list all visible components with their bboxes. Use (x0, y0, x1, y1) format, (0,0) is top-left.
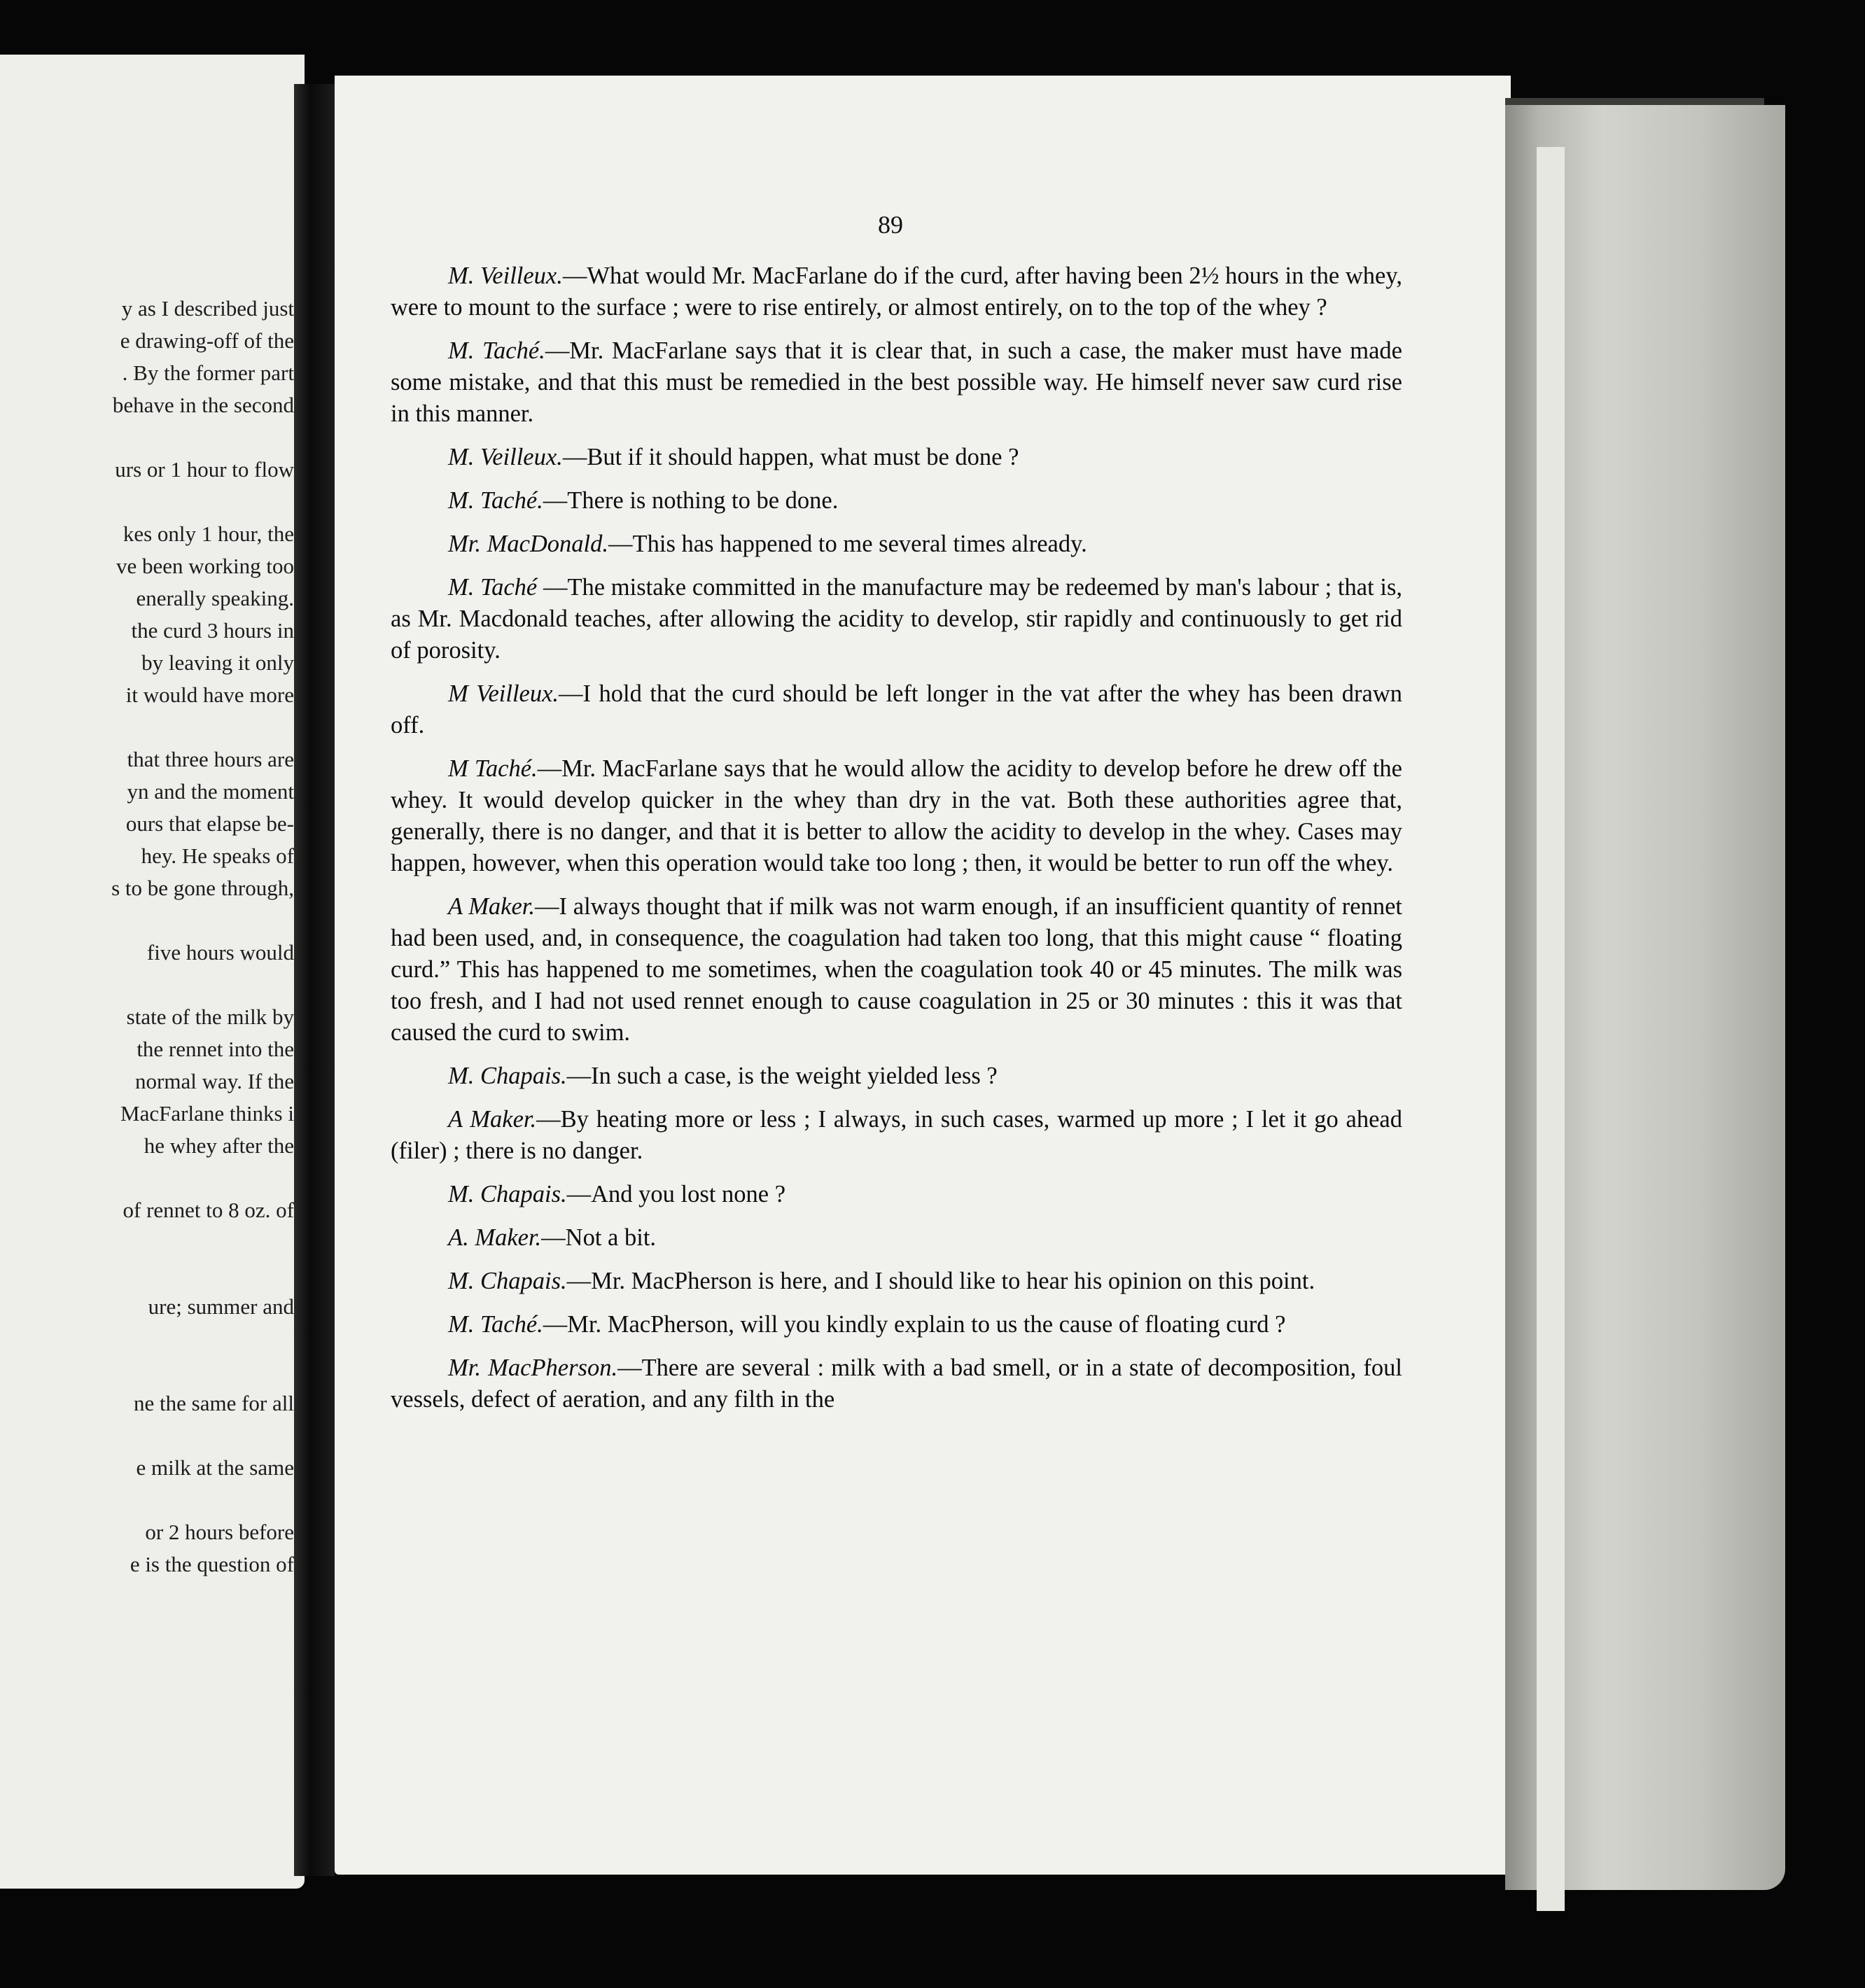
speech-text: —The mistake committed in the manufacture may be redeemed by man's labour ; that is, as Mr. Macdonald teaches, after allowing the acidity to develop, stir rapidly and continuously to get rid of porosity. (391, 574, 1403, 664)
previous-page-line: y as I described just (121, 296, 294, 321)
previous-page-line: . By the former part (122, 360, 294, 385)
speech-text: —There are several : milk with a bad smell, or in a state of decomposition, foul vessels, defect of aeration, and any filth in the (391, 1354, 1402, 1413)
dialogue-paragraph (391, 1266, 1402, 1297)
speaker-name: Mr. MacPherson. (448, 1354, 618, 1381)
previous-page-line: ours that elapse be- (125, 811, 294, 836)
book-gutter (294, 84, 335, 1876)
previous-page-line: five hours would (146, 940, 294, 965)
speech-text: —Not a bit. (541, 1224, 657, 1251)
previous-page-line: it would have more (125, 682, 294, 707)
previous-page-line: behave in the second (112, 393, 294, 417)
speech-text: —In such a case, is the weight yielded less ? (566, 1063, 998, 1089)
speech-text: —And you lost none ? (566, 1181, 786, 1208)
speech-text: —By heating more or less ; I always, in such cases, warmed up more ; I let it go ahead (filer) ; there is no danger. (391, 1106, 1402, 1164)
speech-text: —I always thought that if milk was not warm enough, if an insufficient quantity of rennet had been used, and, in consequence, the coagulation had taken too long, that this might cause “ floating curd.” This has happened to me sometimes, when the coagulation took 40 or 45 minutes. The milk was too fresh, and I had not used rennet enough to cause coagulation in 25 or 30 minutes : this it was that caused the curd to swim. (391, 893, 1402, 1046)
speech-text: —Mr. MacFarlane says that it is clear that, in such a case, the maker must have made some mistake, and that this must be remedied in the best possible way. He himself never saw curd rise in this manner. (391, 337, 1402, 427)
dialogue-paragraph (391, 1309, 1402, 1340)
previous-page-line: by leaving it only (141, 650, 294, 675)
dialogue-paragraph (391, 891, 1402, 1049)
previous-page-line (0, 969, 294, 1001)
previous-page-text (0, 293, 294, 1581)
dialogue-paragraph (391, 1222, 1402, 1254)
speech-text: —Mr. MacPherson, will you kindly explain to us the cause of floating curd ? (543, 1311, 1286, 1338)
page-body-text (391, 260, 1402, 1427)
speech-text: —I hold that the curd should be left longer in the vat after the whey has been drawn off. (391, 680, 1402, 738)
dialogue-paragraph (391, 260, 1402, 323)
dialogue-paragraph (391, 1179, 1402, 1210)
dialogue-paragraph (391, 572, 1402, 666)
previous-page-line: ve been working too (116, 554, 294, 578)
previous-page-line: kes only 1 hour, the (123, 522, 294, 546)
previous-page-line: e milk at the same (136, 1455, 294, 1480)
previous-page-line (0, 421, 294, 454)
previous-page-line (0, 904, 294, 937)
previous-page-line: ure; summer and (148, 1294, 294, 1319)
previous-page-line: hey. He speaks of (141, 844, 294, 868)
speaker-name: M. Veilleux. (448, 262, 563, 289)
speaker-name: Mr. MacDonald. (448, 531, 609, 557)
speaker-name: M. Chapais. (448, 1268, 567, 1294)
previous-page-line: s to be gone through, (111, 876, 294, 900)
previous-page-line (0, 1355, 294, 1387)
speaker-name: M. Chapais. (448, 1181, 567, 1208)
previous-page-line: enerally speaking. (136, 586, 294, 610)
previous-page-line: normal way. If the (135, 1069, 294, 1093)
dialogue-paragraph (391, 753, 1402, 879)
speech-text: —What would Mr. MacFarlane do if the curd, after having been 2½ hours in the whey, were to mount to the surface ; were to rise entirely, or almost entirely, on to the top of the whey ? (391, 262, 1403, 321)
dialogue-paragraph (391, 1104, 1402, 1167)
speaker-name: M. Taché. (448, 487, 543, 514)
previous-page-line (0, 1259, 294, 1291)
speaker-name: M Veilleux. (448, 680, 559, 707)
previous-page-line: of rennet to 8 oz. of (123, 1198, 294, 1222)
speech-text: —Mr. MacPherson is here, and I should like to hear his opinion on this point. (566, 1268, 1315, 1294)
previous-page-line (0, 1420, 294, 1452)
speaker-name: M. Chapais. (448, 1063, 567, 1089)
page-number: 89 (878, 211, 903, 239)
previous-page-line: that three hours are (127, 747, 294, 771)
speaker-name: M Taché. (448, 755, 538, 782)
previous-page-line: he whey after the (144, 1133, 294, 1158)
speech-text: —But if it should happen, what must be done ? (562, 444, 1019, 470)
dialogue-paragraph (391, 678, 1402, 741)
previous-page-line: urs or 1 hour to flow (115, 457, 294, 482)
dialogue-paragraph (391, 1352, 1402, 1415)
dialogue-paragraph (391, 1060, 1402, 1092)
speech-text: —There is nothing to be done. (543, 487, 839, 514)
speaker-name: A Maker. (448, 893, 536, 920)
speaker-name: M. Taché. (448, 1311, 543, 1338)
dialogue-paragraph (391, 442, 1402, 473)
speaker-name: A Maker. (448, 1106, 537, 1133)
speaker-name: A. Maker. (448, 1224, 542, 1251)
speech-text: —Mr. MacFarlane says that he would allow the acidity to develop before he drew off the whey. It would develop quicker in the whey than dry in the vat. Both these authorities agree that, generally, there is no danger, and that it is better to allow the acidity to develop in the whey. Cases may happen, however, when this operation would take too long ; then, it would be better to run off the whey. (391, 755, 1402, 876)
speaker-name: M. Veilleux. (448, 444, 563, 470)
speech-text: —This has happened to me several times already. (608, 531, 1087, 557)
previous-page-line (0, 711, 294, 743)
previous-page-line: or 2 hours before (145, 1520, 294, 1544)
previous-page-line (0, 1323, 294, 1355)
previous-page-fragment (0, 55, 305, 1889)
speaker-name: M. Taché (448, 574, 538, 601)
previous-page-line: ne the same for all (134, 1391, 294, 1415)
previous-page-line: state of the milk by (126, 1004, 294, 1029)
previous-page-line (0, 1484, 294, 1516)
dialogue-paragraph (391, 528, 1402, 560)
previous-page-line: e drawing-off of the (120, 328, 294, 353)
previous-page-line (0, 1226, 294, 1259)
previous-page-line: the curd 3 hours in (131, 618, 294, 643)
speaker-name: M. Taché. (448, 337, 545, 364)
book-page-edge-highlight (1537, 147, 1565, 1911)
previous-page-line: the rennet into the (137, 1037, 294, 1061)
previous-page-line: MacFarlane thinks i (120, 1101, 294, 1126)
dialogue-paragraph (391, 335, 1402, 430)
previous-page-line: yn and the moment (127, 779, 294, 804)
previous-page-line (0, 486, 294, 518)
dialogue-paragraph (391, 485, 1402, 517)
previous-page-line: e is the question of (130, 1552, 294, 1576)
previous-page-line (0, 1162, 294, 1194)
